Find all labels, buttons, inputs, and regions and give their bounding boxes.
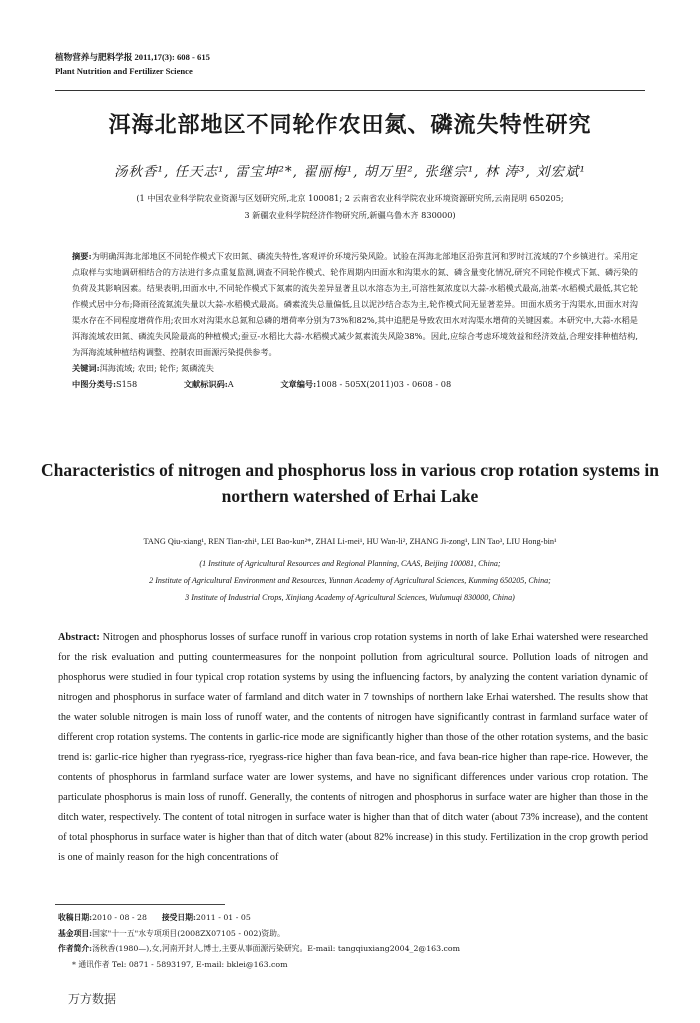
affiliation-en-line: (1 Institute of Agricultural Resources and Regional Planning, CAAS, Beijing 100081, China; [199,559,501,568]
clc-number: 中图分类号:S158 [72,379,138,389]
authors-en: TANG Qiu-xiang¹, REN Tian-zhi¹, LEI Bao-kun²*, ZHAI Li-mei¹, HU Wan-li², ZHANG Ji-zong¹, LIN Tao³, LIU Hong-bin¹ [143,537,557,546]
fund-row: 基金项目:国家"十一五"水专项项目(2008ZX07105 - 002)资助。 [58,928,285,938]
affiliation-cn-line: 3 新疆农业科学院经济作物研究所,新疆乌鲁木齐 830000) [244,210,456,220]
affiliation-en-line: 3 Institute of Industrial Crops, Xinjiang Academy of Agricultural Sciences, Wulumuqi 830000, China) [185,593,515,602]
document-code: 文献标识码:A [183,379,234,389]
affiliation-cn-line: (1 中国农业科学院农业资源与区划研究所,北京 100081; 2 云南省农业科学院农业环境资源研究所,云南昆明 650205; [136,193,564,203]
affiliations-en [40,555,660,606]
abstract-en-label: Abstract: [58,632,100,643]
author-bio-row: 作者简介:汤秋香(1980—),女,河南开封人,博士,主要从事面源污染研究。E-mail: tangqiuxiang2004_2@163.com [58,944,461,953]
classification-row [72,376,638,392]
journal-name-en: Plant Nutrition and Fertilizer Science [55,66,193,76]
affiliations-cn [55,190,645,224]
corresponding-author: * 通讯作者 Tel: 0871 - 5893197, E-mail: bklei@163.com [72,959,288,969]
keywords-cn: 关键词:洱海流域; 农田; 轮作; 氮磷流失 [72,363,214,373]
abstract-en-text: Nitrogen and phosphorus losses of surface runoff in various crop rotation systems in north of lake Erhai watershed were researched for the risk evaluation and putting countermeasures for the nonpoint pollution from agricultural source. Pollution loads of nitrogen and phosphorus were studied in four typical crop rotation systems by using the influencing factors, by analyzing the content variation dynamic of nitrogen and phosphorus in surface water of farmland and ditch water in 7 townships of northern lake Erhai watershed. The results show that the water soluble nitrogen is main loss of runoff water, and the contents of nitrogen have significantly contrast in farmland surface water of different crop rotation systems. The contents in garlic-rice mode are significantly higher than those of the other rotation systems, and the basic trend is: garlic-rice higher than ryegrass-rice, ryegrass-rice higher than fava bean-rice, and fava bean-rice higher than rape-rice. However, the contents of phosphorus in farmland surface water are lower systems, and have no significant differences under various crop rotation. The particulate phosphorus is main loss of runoff. Generally, the contents of nitrogen and phosphorus in surface water are higher than those in the ditch water, respectively. The content of total nitrogen in surface water is higher than that of ditch water (about 73% increase), and the content of total phosphorus in surface water is higher than that of ditch water (about 82% increase) in this study. Fertilization in the crop growth period is one of mainly reason for the high concentrations of [58,632,648,863]
article-number: 文章编号:1008 - 505X(2011)03 - 0608 - 08 [280,379,452,389]
abstract-cn [72,248,638,392]
abstract-cn-text: 为明确洱海北部地区不同轮作模式下农田氮、磷流失特性,客观评价环境污染风险。试验在洱海北部地区沿弥苴河和罗时江流域的7个乡镇进行。采用定点取样与实地调研相结合的方法进行多点重复监测,调查不同轮作模式、轮作周期内田面水和沟渠水的氮、磷含量变化情况,研究不同轮作模式下氮、磷污染的负荷及其影响因素。结果表明,田面水中,不同轮作模式下氮素的流失差异显著且以水溶态为主,可溶性氮浓度以大蒜-水稻模式最高,油菜-水稻模式最低,其它轮作模式居中分布;降雨径流氮流失量以大蒜-水稻模式最高。磷素流失总量偏低,且以泥沙结合态为主,轮作模式间无显著差异。田面水质劣于沟渠水,田面水对沟渠水存在不同程度增荷作用;农田水对沟渠水总氮和总磷的增荷率分别为73%和82%,其中追肥是导致农田水对沟渠水增荷的关键因素。本研究中,大蒜-水稻是洱海流域农田氮、磷流失风险最高的种植模式;蚕豆-水稻比大蒜-水稻模式减少氮素流失风险38%。因此,应综合考虑环境效益和经济效益,合理安排种植结构,为洱海流域种植结构调整、控制农田面源污染提供参考。 [72,251,638,357]
journal-name-cn: 植物营养与肥料学报 2011,17(3): 608 - 615 [55,52,210,62]
dates-row: 收稿日期:2010 - 08 - 28 接受日期:2011 - 01 - 05 [58,913,251,922]
journal-header [55,50,210,78]
paper-title-en: Characteristics of nitrogen and phosphorus loss in various crop rotation systems in northern watershed of Erhai Lake [41,460,659,506]
abstract-cn-label: 摘要: [72,251,92,261]
authors-cn: 汤秋香¹, 任天志¹, 雷宝坤²*, 翟丽梅¹, 胡万里², 张继宗¹, 林 涛³, 刘宏斌¹ [114,164,586,180]
abstract-en [58,628,648,868]
header-rule [55,90,645,91]
paper-title-cn: 洱海北部地区不同轮作农田氮、磷流失特性研究 [108,112,592,138]
footnote-rule [55,904,225,905]
watermark-text: 万方数据 [68,992,117,1006]
footnotes [58,910,648,972]
affiliation-en-line: 2 Institute of Agricultural Environment and Resources, Yunnan Academy of Agricultural Sciences, Kunming 650205, China; [149,576,551,585]
